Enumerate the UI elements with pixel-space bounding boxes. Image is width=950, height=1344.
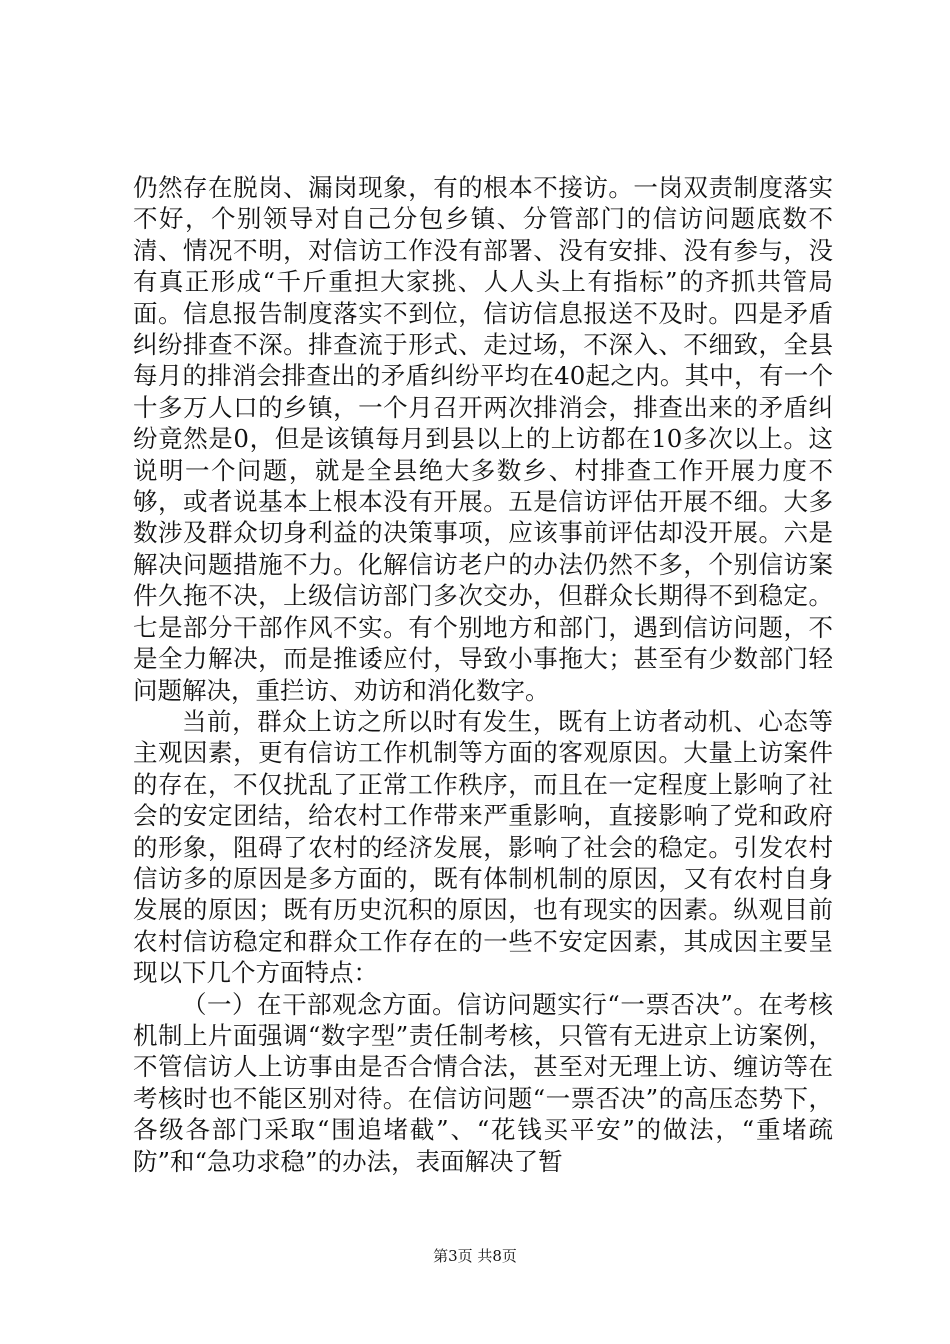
- paragraph-causes-overview: 当前，群众上访之所以时有发生，既有上访者动机、心态等主观因素，更有信访工作机制等方面的客观原因。大量上访案件的存在，不仅扰乱了正常工作秩序，而且在一定程度上影响了社会的安定团结，给农村工作带来严重影响，直接影响了党和政府的形象，阻碍了农村的经济发展，影响了社会的稳定。引发农村信访多的原因是多方面的，既有体制机制的原因，又有农村自身发展的原因；既有历史沉积的原因，也有现实的因素。纵观目前农村信访稳定和群众工作存在的一些不安定因素，其成因主要呈现以下几个方面特点：: [133, 706, 833, 988]
- page-footer: 第3页 共8页: [433, 1247, 517, 1265]
- body-text: [133, 172, 833, 1177]
- paragraph-continued: 仍然存在脱岗、漏岗现象，有的根本不接访。一岗双责制度落实不好，个别领导对自己分包乡镇、分管部门的信访问题底数不清、情况不明，对信访工作没有部署、没有安排、没有参与，没有真正形成“千斤重担大家挑、人人头上有指标”的齐抓共管局面。信息报告制度落实不到位，信访信息报送不及时。四是矛盾纠纷排查不深。排查流于形式、走过场，不深入、不细致，全县每月的排消会排查出的矛盾纠纷平均在40起之内。其中，有一个十多万人口的乡镇，一个月召开两次排消会，排查出来的矛盾纠纷竟然是0，但是该镇每月到县以上的上访都在10多次以上。这说明一个问题，就是全县绝大多数乡、村排查工作开展力度不够，或者说基本上根本没有开展。五是信访评估开展不细。大多数涉及群众切身利益的决策事项，应该事前评估却没开展。六是解决问题措施不力。化解信访老户的办法仍然不多，个别信访案件久拖不决，上级信访部门多次交办，但群众长期得不到稳定。七是部分干部作风不实。有个别地方和部门，遇到信访问题，不是全力解决，而是推诿应付，导致小事拖大；甚至有少数部门轻问题解决，重拦访、劝访和消化数字。: [133, 173, 833, 705]
- paragraph-cadre-concepts: （一）在干部观念方面。信访问题实行“一票否决”。在考核机制上片面强调“数字型”责任制考核，只管有无进京上访案例，不管信访人上访事由是否合情合法，甚至对无理上访、缠访等在考核时也不能区别对待。在信访问题“一票否决”的高压态势下，各级各部门采取“围追堵截”、“花钱买平安”的做法，“重堵疏防”和“急功求稳”的办法，表面解决了暂: [133, 989, 833, 1176]
